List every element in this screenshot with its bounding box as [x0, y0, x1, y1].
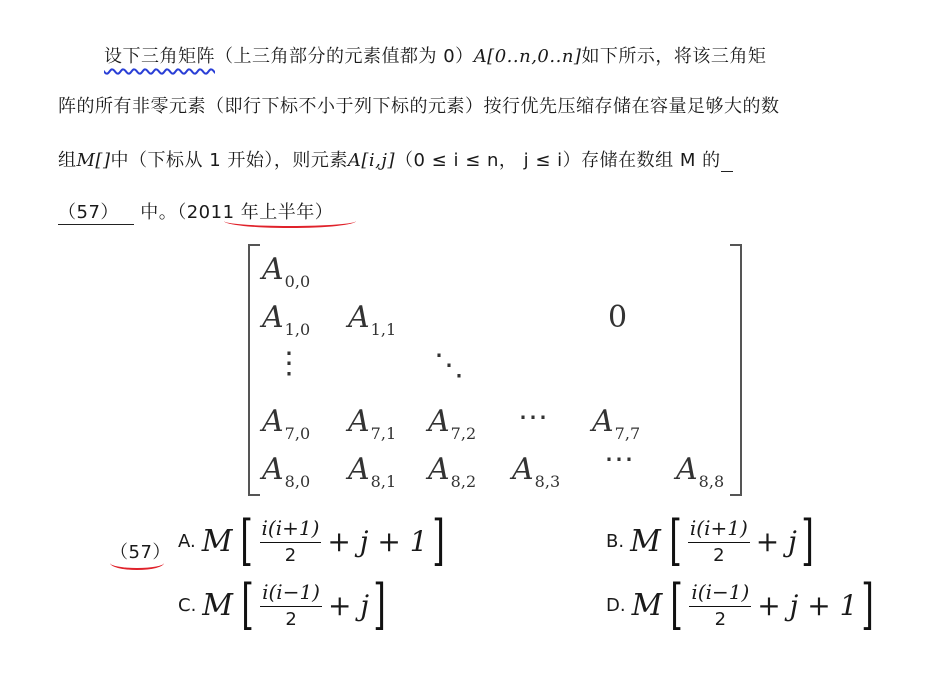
- matrix-right-bracket: [730, 244, 742, 496]
- cell-a70: $A_{7,0}$: [262, 404, 311, 443]
- answer-blank: （57）: [58, 198, 134, 225]
- cell-a00: $A_{0,0}$: [262, 252, 311, 291]
- cell-a88: $A_{8,8}$: [676, 452, 725, 491]
- diagonal-dots: ⋱: [434, 348, 464, 383]
- red-underline-question: [110, 556, 164, 570]
- option-c[interactable]: C. M [ $\frac{i(i-1)}{2}$ + j ]: [178, 573, 386, 636]
- horizontal-dots-row8: ⋯: [604, 442, 634, 477]
- cell-a10: $A_{1,0}$: [262, 300, 311, 339]
- upper-zero: 0: [608, 300, 628, 335]
- question-line-2: 阵的所有非零元素（即行下标不小于列下标的元素）按行优先压缩存储在容量足够大的数: [58, 96, 780, 117]
- red-underline-year: [224, 214, 356, 228]
- exam-year: （2011 年上半年）: [177, 202, 334, 223]
- option-b[interactable]: B. M [ $\frac{i(i+1)}{2}$ + j ]: [606, 509, 814, 572]
- cell-a72: $A_{7,2}$: [428, 404, 477, 443]
- cell-a83: $A_{8,3}$: [512, 452, 561, 491]
- cell-a77: $A_{7,7}$: [592, 404, 641, 443]
- question-number: （57）: [110, 542, 171, 563]
- option-a[interactable]: A. M [ $\frac{i(i+1)}{2}$ + j + 1 ]: [178, 509, 445, 572]
- question-line-3: 组M[]中（下标从 1 开始），则元素A[i,j]（0 ≤ i ≤ n， j ≤ i）存储在数组 M 的: [58, 146, 733, 172]
- option-d[interactable]: D. M [ $\frac{i(i-1)}{2}$ + j + 1 ]: [606, 573, 875, 636]
- question-line-1: 设下三角矩阵（上三角部分的元素值都为 0）A[0..n,0..n]如下所示，将该三角矩: [104, 46, 767, 67]
- vertical-dots: ⋮: [274, 346, 304, 381]
- lower-triangular-matrix: [248, 244, 742, 496]
- matrix-left-bracket: [248, 244, 260, 496]
- question-line-4: （57） 中。（2011 年上半年）: [58, 198, 333, 225]
- cell-a71: $A_{7,1}$: [348, 404, 397, 443]
- horizontal-dots-row7: ⋯: [518, 400, 548, 435]
- cell-a82: $A_{8,2}$: [428, 452, 477, 491]
- cell-a81: $A_{8,1}$: [348, 452, 397, 491]
- term-lower-triangular: 设下三角矩阵: [104, 46, 215, 67]
- cell-a80: $A_{8,0}$: [262, 452, 311, 491]
- cell-a11: $A_{1,1}$: [348, 300, 397, 339]
- matrix-notation: A[0..n,0..n]: [473, 46, 582, 67]
